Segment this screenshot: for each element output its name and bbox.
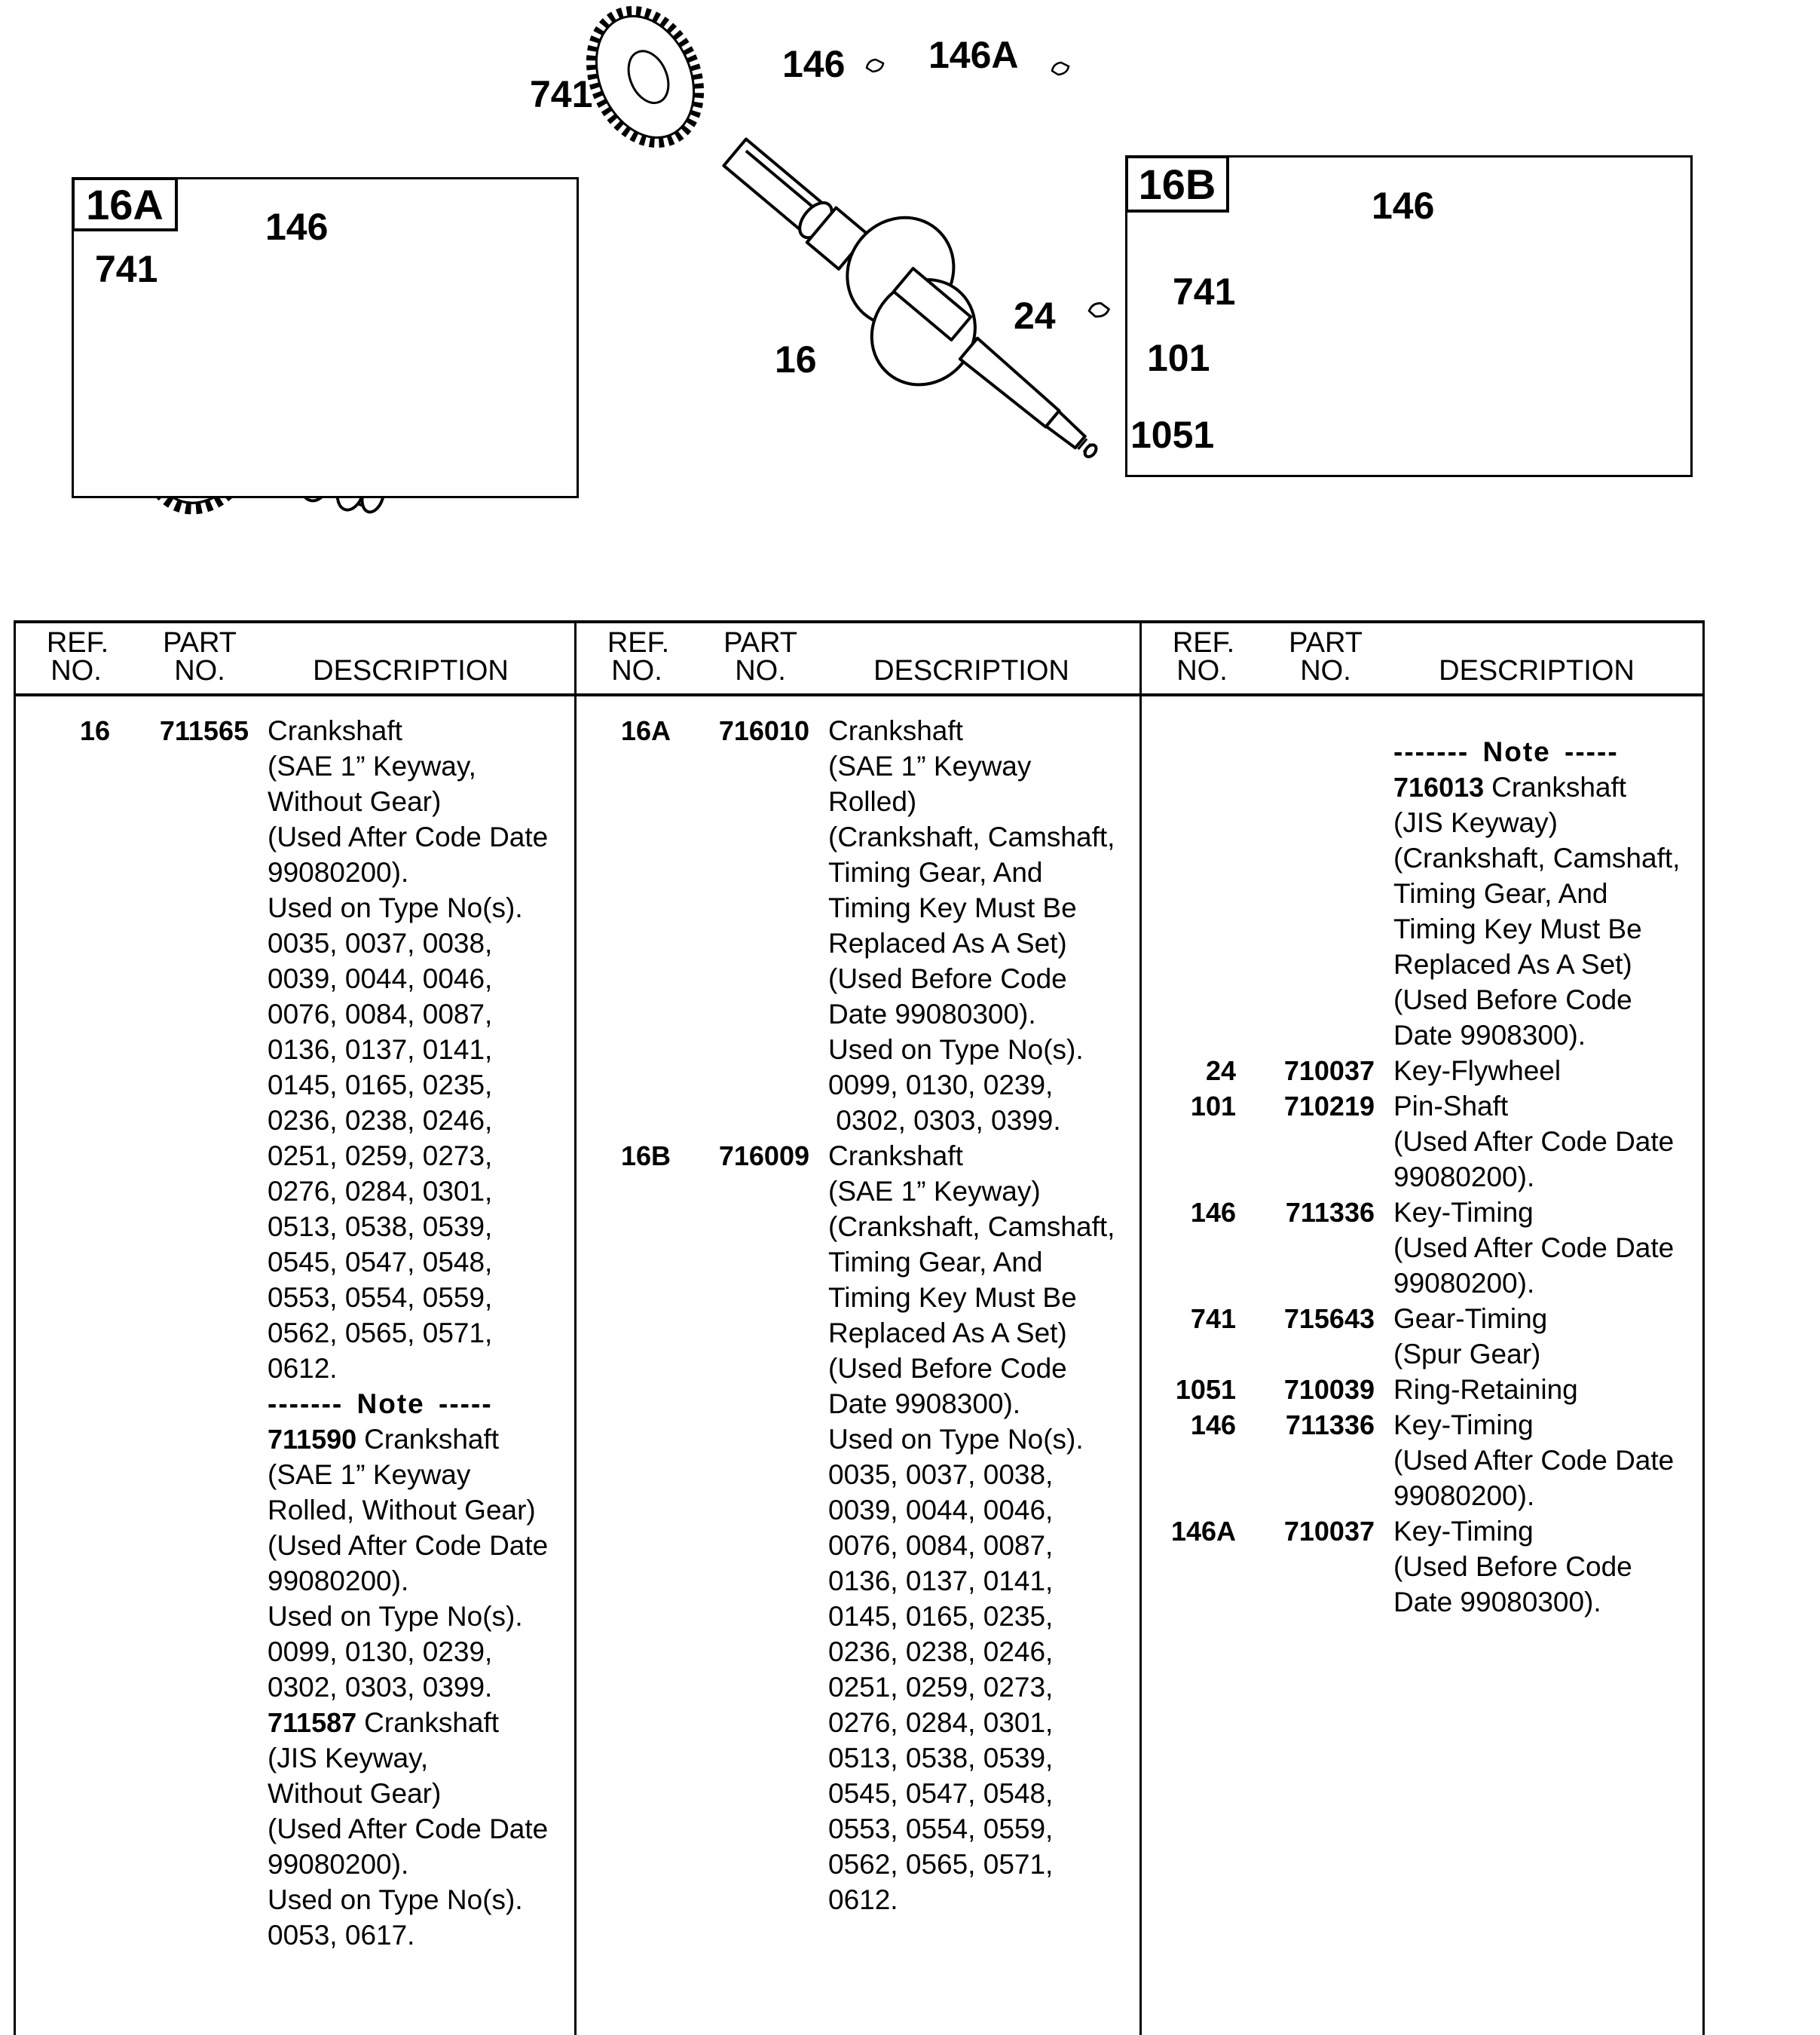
part-no: 711565 [159, 715, 249, 746]
description-text: Without Gear) [268, 786, 442, 817]
description-text: 0612. [828, 1884, 898, 1915]
description-text: Replaced As A Set) [828, 1317, 1067, 1348]
ref-no: 24 [1205, 1055, 1236, 1086]
description-text: 0236, 0238, 0246, [828, 1636, 1054, 1667]
description-text: Key-Flywheel [1393, 1055, 1562, 1086]
table-line [14, 926, 574, 961]
table-line [1139, 770, 1700, 805]
table-line [14, 961, 574, 996]
table-line [1139, 734, 1700, 770]
description-text: (Spur Gear) [1393, 1339, 1541, 1369]
description-text: 0035, 0037, 0038, [828, 1459, 1054, 1490]
callout-16-mid: 16 [775, 338, 817, 381]
description-text: Ring-Retaining [1393, 1374, 1578, 1405]
callout-24-mid: 24 [1014, 295, 1056, 337]
table-line [14, 1492, 574, 1528]
ref-no: 146A [1170, 1516, 1236, 1547]
table-line [14, 1138, 574, 1174]
part-no: 710219 [1283, 1091, 1375, 1122]
description-text: (JIS Keyway) [1393, 807, 1558, 838]
description-text: 99080200). [268, 1565, 409, 1596]
description-text: (Used Before Code [828, 963, 1067, 994]
description-text: 0099, 0130, 0239, [268, 1636, 493, 1667]
table-line [574, 1563, 1135, 1599]
description-text: 0076, 0084, 0087, [268, 999, 493, 1030]
timing-key-art-mid [867, 60, 883, 72]
table-line [1139, 1336, 1700, 1372]
description-text: 0545, 0547, 0548, [828, 1778, 1054, 1809]
table-line [1139, 1053, 1700, 1088]
description-text: 0276, 0284, 0301, [268, 1176, 493, 1207]
description-text: 0039, 0044, 0046, [828, 1495, 1054, 1525]
table-top-rule [14, 620, 1705, 623]
table-line [14, 1811, 574, 1847]
description-text: 0612. [268, 1353, 338, 1384]
description-text: (Used Before Code [828, 1353, 1067, 1384]
table-line [574, 996, 1135, 1032]
table-line [574, 1280, 1135, 1315]
table-line [1139, 1443, 1700, 1478]
table-line [574, 784, 1135, 819]
callout-101-16B: 101 [1147, 337, 1210, 379]
part-no: 711336 [1285, 1197, 1375, 1228]
inset-tag-16A-label: 16A [86, 180, 164, 228]
table-line [574, 1103, 1135, 1138]
table-line [14, 748, 574, 784]
table-line [1139, 1301, 1700, 1336]
header-part: PART [163, 627, 237, 659]
table-line [14, 1528, 574, 1563]
crankshaft-art-mid [690, 98, 1139, 508]
header-part: PART [1289, 627, 1363, 659]
description-text: Date 9908300). [1393, 1020, 1586, 1051]
table-line [1139, 1265, 1700, 1301]
table-line [1139, 1159, 1700, 1195]
table-line [14, 1244, 574, 1280]
description-text: Used on Type No(s). [828, 1034, 1084, 1065]
description-text: (Used Before Code [1393, 984, 1632, 1015]
description-text: Key-Timing [1393, 1409, 1534, 1440]
callout-146-16A: 146 [265, 206, 329, 248]
header-description: DESCRIPTION [873, 655, 1069, 687]
header-ref-no: NO. [611, 655, 662, 687]
ref-no: 146 [1190, 1197, 1236, 1228]
part-no: 710037 [1283, 1516, 1375, 1547]
parts-column-2 [574, 713, 1135, 1917]
table-line [574, 1244, 1135, 1280]
header-part: PART [723, 627, 797, 659]
table-line [14, 1740, 574, 1776]
description-text: Used on Type No(s). [268, 1601, 523, 1632]
table-line [14, 1847, 574, 1882]
description-text: Gear-Timing [1393, 1303, 1548, 1334]
table-line [574, 1174, 1135, 1209]
table-line [574, 1776, 1135, 1811]
description-text: Crankshaft [268, 715, 402, 746]
description-text: 0302, 0303, 0399. [828, 1105, 1061, 1136]
table-line [574, 926, 1135, 961]
description-text: 0053, 0617. [268, 1920, 415, 1951]
description-text: Used on Type No(s). [268, 1884, 523, 1915]
callout-741-16A: 741 [95, 248, 158, 290]
table-line [14, 1280, 574, 1315]
table-line [14, 996, 574, 1032]
description-text: (Used Before Code [1393, 1551, 1632, 1582]
description-text: Replaced As A Set) [828, 928, 1067, 959]
description-text: 0562, 0565, 0571, [268, 1317, 493, 1348]
table-line [1139, 911, 1700, 947]
description-text: 99080200). [1393, 1480, 1535, 1511]
table-line [14, 890, 574, 926]
table-line [14, 1351, 574, 1386]
description-text: (Crankshaft, Camshaft, [828, 822, 1115, 852]
table-line [1139, 947, 1700, 982]
table-line [14, 1421, 574, 1457]
table-line [574, 1138, 1135, 1174]
table-line [14, 784, 574, 819]
callout-741-mid: 741 [530, 73, 593, 115]
description-text: ------- Note ----- [268, 1388, 493, 1419]
header-description: DESCRIPTION [313, 655, 509, 687]
description-text: 0562, 0565, 0571, [828, 1849, 1054, 1880]
description-text: 0302, 0303, 0399. [268, 1672, 493, 1703]
table-line [574, 748, 1135, 784]
table-line [14, 1174, 574, 1209]
description-text: (Used After Code Date [1393, 1126, 1675, 1157]
table-line [1139, 876, 1700, 911]
header-description: DESCRIPTION [1439, 655, 1635, 687]
table-line [1139, 1017, 1700, 1053]
table-line [1139, 1549, 1700, 1584]
header-part-no: NO. [1300, 655, 1351, 687]
description-text: 0553, 0554, 0559, [268, 1282, 493, 1313]
ref-no: 16B [620, 1140, 671, 1171]
table-line [574, 1599, 1135, 1634]
ref-no: 16A [620, 715, 671, 746]
description-text: (SAE 1” Keyway [268, 1459, 471, 1490]
description-text: 0136, 0137, 0141, [828, 1565, 1054, 1596]
description-text: Rolled, Without Gear) [268, 1495, 536, 1525]
table-line [574, 1492, 1135, 1528]
table-line [1139, 1195, 1700, 1230]
table-header-rule [14, 693, 1705, 696]
description-text: 0236, 0238, 0246, [268, 1105, 493, 1136]
table-line [14, 1315, 574, 1351]
description-text: (Used After Code Date [268, 822, 549, 852]
table-line [1139, 1584, 1700, 1620]
flywheel-key-art-24 [1088, 301, 1109, 319]
description-text: Timing Key Must Be [828, 892, 1077, 923]
table-line [574, 1847, 1135, 1882]
table-line [1139, 1372, 1700, 1407]
description-text: (Used After Code Date [268, 1530, 549, 1561]
table-line [14, 1032, 574, 1067]
callout-1051-16B: 1051 [1130, 414, 1215, 456]
part-no: 710039 [1283, 1374, 1375, 1405]
ref-no: 146 [1190, 1409, 1236, 1440]
description-text: Pin-Shaft [1393, 1091, 1509, 1122]
description-text: (Used After Code Date [268, 1813, 549, 1844]
table-line [14, 1386, 574, 1421]
table-line [14, 855, 574, 890]
description-text: 0035, 0037, 0038, [268, 928, 493, 959]
callout-146-16B: 146 [1372, 185, 1435, 227]
description-text: Used on Type No(s). [268, 892, 523, 923]
parts-column-1 [14, 713, 574, 1953]
header-ref: REF. [607, 627, 670, 659]
description-text: ------- Note ----- [1393, 736, 1619, 767]
header-part-no: NO. [735, 655, 786, 687]
table-line [574, 1351, 1135, 1386]
description-text: 0076, 0084, 0087, [828, 1530, 1054, 1561]
table-line [14, 1634, 574, 1669]
description-text: 99080200). [1393, 1268, 1535, 1299]
description-text: Without Gear) [268, 1778, 442, 1809]
table-line [574, 1457, 1135, 1492]
table-line [1139, 1088, 1700, 1124]
table-line [1139, 1513, 1700, 1549]
table-line [14, 1917, 574, 1953]
part-no: 716009 [718, 1140, 809, 1171]
description-text: Timing Key Must Be [828, 1282, 1077, 1313]
table-line [14, 1067, 574, 1103]
table-line [1139, 805, 1700, 840]
description-text: 0251, 0259, 0273, [828, 1672, 1054, 1703]
description-text: (Used After Code Date [1393, 1232, 1675, 1263]
header-ref: REF. [1172, 627, 1235, 659]
table-line [574, 1421, 1135, 1457]
description-text: Date 99080300). [828, 999, 1036, 1030]
parts-column-3 [1139, 734, 1700, 1620]
header-ref-no: NO. [1176, 655, 1228, 687]
table-line [1139, 1478, 1700, 1513]
timing-gear-art-mid [571, 0, 719, 160]
description-text: 0276, 0284, 0301, [828, 1707, 1054, 1738]
inset-tag-16B-label: 16B [1138, 160, 1216, 208]
table-line [14, 819, 574, 855]
description-text: 0145, 0165, 0235, [828, 1601, 1054, 1632]
description-text: 0136, 0137, 0141, [268, 1034, 493, 1065]
description-text: 0513, 0538, 0539, [268, 1211, 493, 1242]
table-line [14, 1103, 574, 1138]
table-line [1139, 1230, 1700, 1265]
ref-no: 101 [1190, 1091, 1236, 1122]
table-line [14, 1882, 574, 1917]
part-no: 715643 [1283, 1303, 1375, 1334]
description-text: (SAE 1” Keyway, [268, 751, 476, 782]
description-text: Crankshaft [828, 715, 963, 746]
description-text: Key-Timing [1393, 1516, 1534, 1547]
table-right-border [1702, 620, 1705, 2035]
table-line [574, 713, 1135, 748]
table-line [14, 1563, 574, 1599]
description-text: Timing Key Must Be [1393, 913, 1642, 944]
table-line [14, 713, 574, 748]
table-line [14, 1599, 574, 1634]
description-text: (SAE 1” Keyway [828, 751, 1032, 782]
description-text: Crankshaft [828, 1140, 963, 1171]
description-text: 711590 Crankshaft [268, 1424, 500, 1455]
ref-no: 741 [1190, 1303, 1236, 1334]
table-line [574, 890, 1135, 926]
header-ref: REF. [46, 627, 109, 659]
table-line [574, 1705, 1135, 1740]
table-line [1139, 982, 1700, 1017]
table-line [574, 819, 1135, 855]
table-line [14, 1705, 574, 1740]
description-text: 0145, 0165, 0235, [268, 1070, 493, 1100]
description-text: (Crankshaft, Camshaft, [828, 1211, 1115, 1242]
description-text: Timing Gear, And [828, 1247, 1043, 1278]
table-line [574, 855, 1135, 890]
table-line [574, 1315, 1135, 1351]
callout-146-mid: 146 [782, 43, 846, 85]
description-text: 711587 Crankshaft [268, 1707, 500, 1738]
table-line [1139, 1407, 1700, 1443]
description-text: Used on Type No(s). [828, 1424, 1084, 1455]
description-text: Key-Timing [1393, 1197, 1534, 1228]
table-line [574, 1067, 1135, 1103]
table-line [574, 1740, 1135, 1776]
description-text: (JIS Keyway, [268, 1743, 429, 1773]
description-text: Rolled) [828, 786, 917, 817]
inset-tag-16A [72, 177, 178, 231]
description-text: 99080200). [268, 857, 409, 888]
table-line [14, 1669, 574, 1705]
description-text: (Crankshaft, Camshaft, [1393, 843, 1681, 874]
ref-no: 16 [79, 715, 110, 746]
ref-no: 1051 [1175, 1374, 1236, 1405]
description-text: (SAE 1” Keyway) [828, 1176, 1041, 1207]
table-line [574, 961, 1135, 996]
callout-146A-mid: 146A [928, 34, 1019, 76]
table-line [574, 1811, 1135, 1847]
description-text: Timing Gear, And [828, 857, 1043, 888]
description-text: Date 99080300). [1393, 1587, 1601, 1617]
table-line [574, 1882, 1135, 1917]
table-line [1139, 840, 1700, 876]
description-text: 0251, 0259, 0273, [268, 1140, 493, 1171]
header-ref-no: NO. [50, 655, 102, 687]
description-text: 716013 Crankshaft [1393, 772, 1627, 803]
description-text: 0039, 0044, 0046, [268, 963, 493, 994]
table-line [574, 1209, 1135, 1244]
table-line [574, 1528, 1135, 1563]
table-line [574, 1669, 1135, 1705]
description-text: 99080200). [1393, 1161, 1535, 1192]
description-text: 99080200). [268, 1849, 409, 1880]
table-line [574, 1386, 1135, 1421]
table-line [574, 1634, 1135, 1669]
table-line [574, 1032, 1135, 1067]
part-no: 716010 [718, 715, 809, 746]
inset-tag-16B [1125, 155, 1229, 213]
table-line [1139, 1124, 1700, 1159]
table-line [14, 1457, 574, 1492]
table-line [14, 1776, 574, 1811]
header-part-no: NO. [174, 655, 225, 687]
description-text: Replaced As A Set) [1393, 949, 1632, 980]
table-line [14, 1209, 574, 1244]
callout-741-16B: 741 [1173, 271, 1236, 313]
part-no: 710037 [1283, 1055, 1375, 1086]
description-text: (Used After Code Date [1393, 1445, 1675, 1476]
description-text: 0545, 0547, 0548, [268, 1247, 493, 1278]
description-text: Timing Gear, And [1393, 878, 1608, 909]
description-text: 0099, 0130, 0239, [828, 1070, 1054, 1100]
description-text: 0513, 0538, 0539, [828, 1743, 1054, 1773]
description-text: Date 9908300). [828, 1388, 1021, 1419]
timing-key-art-146A [1052, 63, 1069, 75]
description-text: 0553, 0554, 0559, [828, 1813, 1054, 1844]
part-no: 711336 [1285, 1409, 1375, 1440]
